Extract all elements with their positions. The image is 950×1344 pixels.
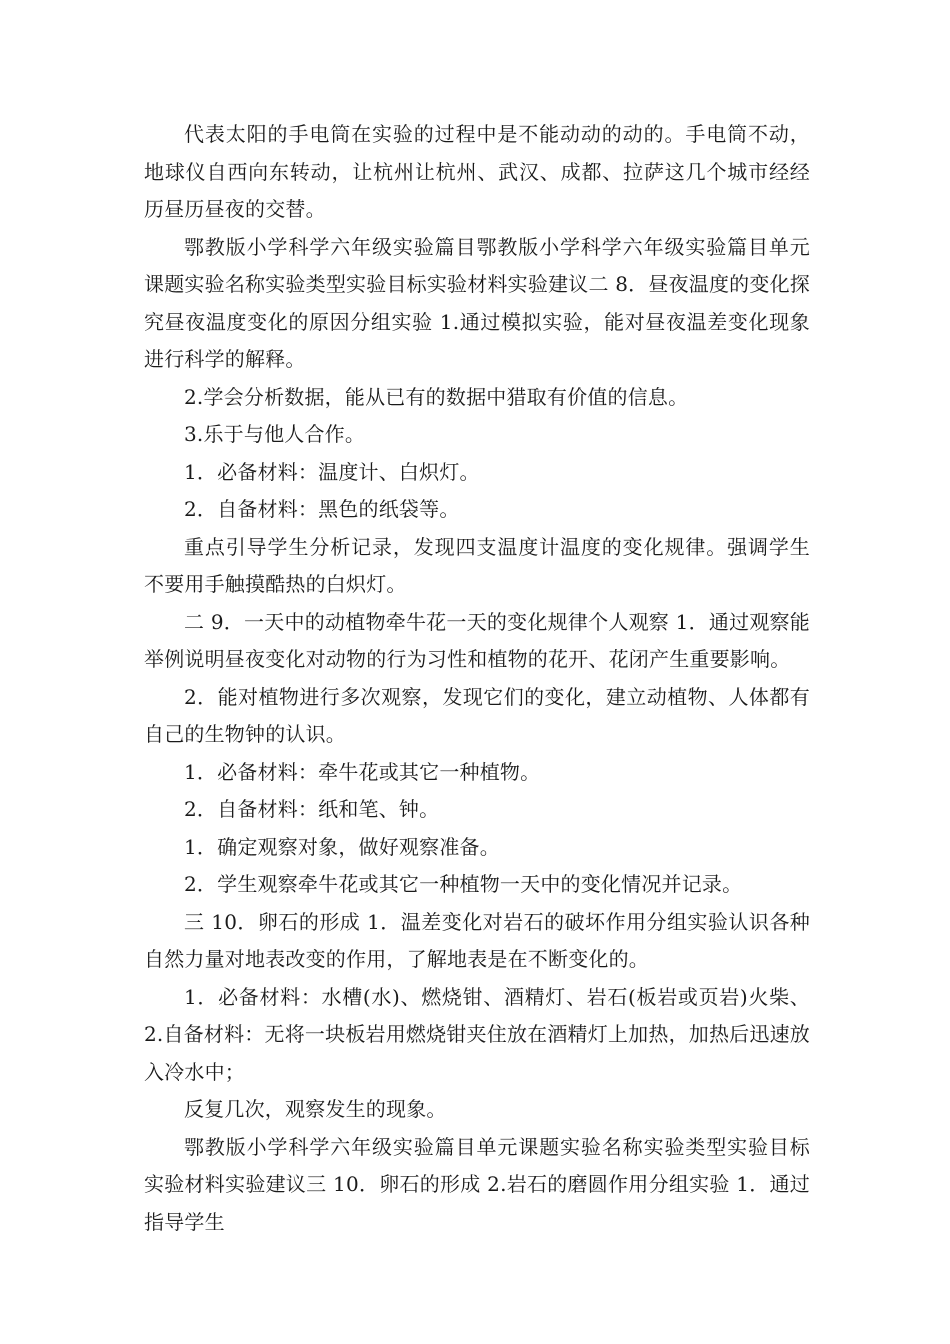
paragraph: 2．自备材料：黑色的纸袋等。 [184, 497, 460, 521]
paragraph: 重点引导学生分析记录，发现四支温度计温度的变化规律。强调学生不要用手触摸酷热的白炽灯。 [144, 534, 810, 596]
paragraph: 2．能对植物进行多次观察，发现它们的变化，建立动植物、人体都有自己的生物钟的认识。 [144, 684, 810, 746]
paragraph: 1．必备材料：温度计、白炽灯。 [184, 459, 480, 484]
paragraph: 1．确定观察对象，做好观察准备。 [184, 834, 500, 859]
paragraph: 鄂教版小学科学六年级实验篇目单元课题实验名称实验类型实验目标实验材料实验建议三 10．卵石的形成 2.岩石的磨圆作用分组实验 1．通过指导学生 [144, 1134, 810, 1234]
paragraph: 三 10．卵石的形成 1．温差变化对岩石的破坏作用分组实验认识各种自然力量对地表改变的作用，了解地表是在不断变化的。 [144, 909, 810, 971]
paragraph: 二 9．一天中的动植物牵牛花一天的变化规律个人观察 1．通过观察能举例说明昼夜变化对动物的行为习性和植物的花开、花闭产生重要影响。 [144, 609, 810, 671]
paragraph: 1．必备材料：牵牛花或其它一种植物。 [184, 759, 541, 784]
paragraph: 3.乐于与他人合作。 [184, 422, 366, 446]
paragraph: 鄂教版小学科学六年级实验篇目鄂教版小学科学六年级实验篇目单元课题实验名称实验类型实验目标实验材料实验建议二 8．昼夜温度的变化探究昼夜温度变化的原因分组实验 1.通过模拟实验，能对昼夜温差变化现象进行科学的解释。 [144, 234, 810, 371]
document-body [144, 116, 810, 1241]
paragraph: 2．学生观察牵牛花或其它一种植物一天中的变化情况并记录。 [184, 872, 743, 896]
paragraph: 2．自备材料：纸和笔、钟。 [184, 797, 440, 821]
paragraph: 代表太阳的手电筒在实验的过程中是不能动动的动的。手电筒不动，地球仪自西向东转动，让杭州让杭州、武汉、成都、拉萨这几个城市经经历昼历昼夜的交替。 [144, 122, 810, 221]
paragraph: 2.学会分析数据，能从已有的数据中猎取有价值的信息。 [184, 384, 689, 409]
paragraph: 反复几次，观察发生的现象。 [184, 1097, 447, 1121]
paragraph: 1．必备材料：水槽(水)、燃烧钳、酒精灯、岩石(板岩或页岩)火柴、2.自备材料：无将一块板岩用燃烧钳夹住放在酒精灯上加热，加热后迅速放入冷水中； [144, 984, 810, 1084]
